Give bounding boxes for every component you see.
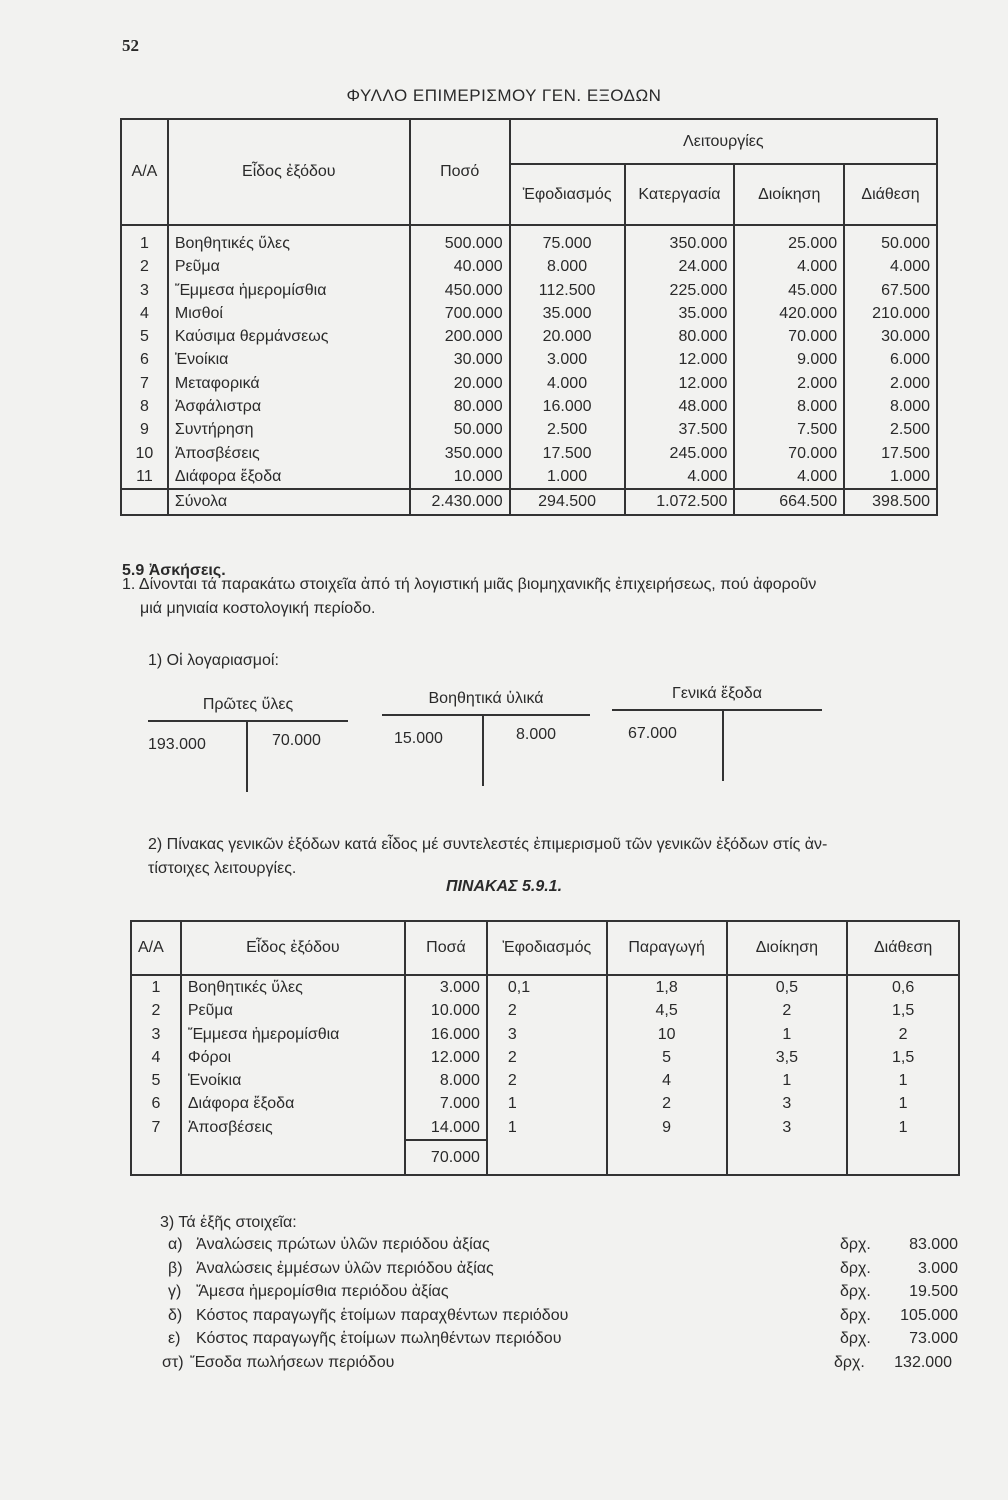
row-number: 2 <box>121 255 168 278</box>
account-debit: 193.000 <box>148 736 206 753</box>
administration: 1 <box>727 1069 848 1092</box>
distribution: 0,6 <box>847 975 959 999</box>
administration: 4.000 <box>734 465 844 489</box>
expense-kind: Ἀσφάλιστρα <box>168 395 410 418</box>
row-number: 7 <box>121 372 168 395</box>
fact-item <box>162 1354 952 1378</box>
account-debit: 67.000 <box>628 725 677 742</box>
distribution: 6.000 <box>844 348 937 371</box>
distribution: 17.500 <box>844 442 937 465</box>
total-amount: 70.000 <box>405 1140 487 1175</box>
expense-kind: Ἐνοίκια <box>168 348 410 371</box>
account-divider <box>482 714 484 786</box>
expense-kind: Διάφορα ἔξοδα <box>168 465 410 489</box>
amount: 30.000 <box>410 348 510 371</box>
distribution: 4.000 <box>844 255 937 278</box>
header-processing: Κατεργασία <box>625 164 735 225</box>
table-row <box>121 465 937 489</box>
supply: 20.000 <box>510 325 625 348</box>
facts-label: 3) Τά ἑξῆς στοιχεῖα: <box>160 1214 297 1231</box>
supply: 8.000 <box>510 255 625 278</box>
fact-item <box>168 1330 958 1354</box>
fact-amount <box>840 1307 958 1325</box>
fact-amount <box>840 1330 958 1348</box>
table-row <box>121 418 937 441</box>
header-functions: Λειτουργίες <box>510 119 937 164</box>
account-name: Βοηθητικά ὑλικά <box>428 690 544 707</box>
supply: 16.000 <box>510 395 625 418</box>
distribution: 50.000 <box>844 225 937 255</box>
expense-kind: Μεταφορικά <box>168 372 410 395</box>
table-caption: ΠΙΝΑΚΑΣ 5.9.1. <box>445 878 563 895</box>
expense-kind: Βοηθητικές ὕλες <box>181 975 405 999</box>
account-credit: 8.000 <box>516 726 557 743</box>
header-administration: Διοίκηση <box>734 164 844 225</box>
expense-kind: Ρεῦμα <box>181 999 405 1022</box>
amount: 12.000 <box>405 1046 487 1069</box>
header-aa: Α/Α <box>131 921 181 975</box>
header-distribution: Διάθεση <box>847 921 959 975</box>
totals-label: Σύνολα <box>168 489 410 514</box>
header-amount: Ποσά <box>405 921 487 975</box>
amount: 7.000 <box>405 1092 487 1115</box>
administration: 8.000 <box>734 395 844 418</box>
header-production: Παραγωγή <box>607 921 727 975</box>
distribution: 2.500 <box>844 418 937 441</box>
row-number: 5 <box>131 1069 181 1092</box>
supply: 3 <box>487 1023 607 1046</box>
account-name: Γενικά ἔξοδα <box>672 685 762 702</box>
totals-processing: 1.072.500 <box>625 489 735 514</box>
fact-label <box>168 1236 490 1254</box>
processing: 35.000 <box>625 302 735 325</box>
supply: 17.500 <box>510 442 625 465</box>
amount: 500.000 <box>410 225 510 255</box>
table-intro-2: τίστοιχες λειτουργίες. <box>148 860 297 877</box>
supply: 2.500 <box>510 418 625 441</box>
administration: 2 <box>727 999 848 1022</box>
exercise-text-2: μιά μηνιαία κοστολογική περίοδο. <box>140 600 376 617</box>
table-row <box>121 302 937 325</box>
supply: 0,1 <box>487 975 607 999</box>
processing: 37.500 <box>625 418 735 441</box>
header-kind: Εἶδος ἐξόδου <box>168 119 410 225</box>
row-number: 6 <box>131 1092 181 1115</box>
row-number: 3 <box>121 279 168 302</box>
account-rule <box>612 709 822 711</box>
row-number: 1 <box>131 975 181 999</box>
processing: 225.000 <box>625 279 735 302</box>
expense-kind: Ρεῦμα <box>168 255 410 278</box>
fact-value: 83.000 <box>909 1236 958 1253</box>
distribution: 1 <box>847 1116 959 1140</box>
table-row <box>121 372 937 395</box>
header-amount: Ποσό <box>410 119 510 225</box>
fact-item <box>168 1260 958 1284</box>
administration: 3,5 <box>727 1046 848 1069</box>
row-number: 8 <box>121 395 168 418</box>
totals-row <box>121 489 937 514</box>
supply: 1 <box>487 1116 607 1140</box>
production: 1,8 <box>607 975 727 999</box>
administration: 3 <box>727 1092 848 1115</box>
row-number: 4 <box>121 302 168 325</box>
page-number: 52 <box>122 36 139 55</box>
total-row <box>131 1140 959 1175</box>
fact-currency: δρχ. <box>840 1236 871 1253</box>
fact-currency: δρχ. <box>834 1353 865 1371</box>
amount: 8.000 <box>405 1069 487 1092</box>
expense-kind: Ἀποσβέσεις <box>168 442 410 465</box>
processing: 48.000 <box>625 395 735 418</box>
row-number: 9 <box>121 418 168 441</box>
administration: 25.000 <box>734 225 844 255</box>
supply: 1.000 <box>510 465 625 489</box>
totals-supply: 294.500 <box>510 489 625 514</box>
account-divider <box>246 720 248 792</box>
fact-amount <box>840 1236 958 1254</box>
amount: 50.000 <box>410 418 510 441</box>
administration: 420.000 <box>734 302 844 325</box>
production: 4 <box>607 1069 727 1092</box>
administration: 70.000 <box>734 442 844 465</box>
fact-label <box>168 1307 568 1325</box>
table-row <box>121 225 937 255</box>
fact-value: 73.000 <box>909 1330 958 1347</box>
distribution: 30.000 <box>844 325 937 348</box>
fact-text: Ἄμεσα ἡμερομίσθια περιόδου ἀξίας <box>196 1283 449 1300</box>
account-rule <box>148 720 348 722</box>
fact-currency: δρχ. <box>840 1306 871 1324</box>
production: 2 <box>607 1092 727 1115</box>
row-number: 5 <box>121 325 168 348</box>
fact-currency: δρχ. <box>840 1259 871 1277</box>
row-number: 7 <box>131 1116 181 1140</box>
fact-amount <box>840 1283 958 1301</box>
t-account-raw-materials <box>148 696 348 796</box>
amount: 200.000 <box>410 325 510 348</box>
supply: 35.000 <box>510 302 625 325</box>
table-row <box>131 975 959 999</box>
processing: 350.000 <box>625 225 735 255</box>
header-aa: Α/Α <box>121 119 168 225</box>
fact-item <box>168 1236 958 1260</box>
processing: 245.000 <box>625 442 735 465</box>
distribution: 1.000 <box>844 465 937 489</box>
fact-value: 132.000 <box>894 1353 952 1371</box>
amount: 16.000 <box>405 1023 487 1046</box>
row-number: 6 <box>121 348 168 371</box>
amount: 10.000 <box>410 465 510 489</box>
fact-item <box>168 1307 958 1331</box>
fact-value: 105.000 <box>900 1306 958 1324</box>
account-divider <box>722 709 724 781</box>
expense-allocation-table <box>120 118 938 516</box>
fact-letter: β) <box>168 1259 183 1277</box>
expense-kind: Φόροι <box>181 1046 405 1069</box>
amount: 350.000 <box>410 442 510 465</box>
production: 10 <box>607 1023 727 1046</box>
administration: 4.000 <box>734 255 844 278</box>
table-row <box>121 348 937 371</box>
fact-value: 19.500 <box>909 1283 958 1300</box>
t-account-general-expenses <box>612 685 822 785</box>
administration: 0,5 <box>727 975 848 999</box>
table-row <box>131 1069 959 1092</box>
administration: 70.000 <box>734 325 844 348</box>
supply: 2 <box>487 999 607 1022</box>
fact-letter: δ) <box>168 1306 183 1324</box>
account-name: Πρῶτες ὕλες <box>202 696 294 713</box>
expense-kind: Καύσιμα θερμάνσεως <box>168 325 410 348</box>
row-number: 10 <box>121 442 168 465</box>
fact-text: Ἀναλώσεις πρώτων ὑλῶν περιόδου ἀξίας <box>196 1236 490 1253</box>
distribution: 1 <box>847 1092 959 1115</box>
table-row <box>121 255 937 278</box>
table-row <box>131 999 959 1022</box>
administration: 9.000 <box>734 348 844 371</box>
table-row <box>121 442 937 465</box>
account-debit: 15.000 <box>394 730 443 747</box>
processing: 24.000 <box>625 255 735 278</box>
header-kind: Εἶδος ἐξόδου <box>181 921 405 975</box>
header-supply: Ἐφοδιασμός <box>510 164 625 225</box>
fact-label <box>168 1330 561 1348</box>
expense-kind: Ἐνοίκια <box>181 1069 405 1092</box>
processing: 12.000 <box>625 348 735 371</box>
expense-kind: Βοηθητικές ὕλες <box>168 225 410 255</box>
section-heading: 5.9 Ἀσκήσεις. <box>122 562 226 579</box>
expense-kind: Ἔμμεσα ἡμερομίσθια <box>181 1023 405 1046</box>
amount: 3.000 <box>405 975 487 999</box>
supply: 4.000 <box>510 372 625 395</box>
table-row <box>121 325 937 348</box>
totals-administration: 664.500 <box>734 489 844 514</box>
amount: 450.000 <box>410 279 510 302</box>
fact-currency: δρχ. <box>840 1283 871 1300</box>
fact-amount <box>840 1260 958 1278</box>
fact-currency: δρχ. <box>840 1330 871 1347</box>
supply: 2 <box>487 1046 607 1069</box>
fact-letter: α) <box>168 1236 183 1253</box>
fact-label <box>162 1354 394 1372</box>
fact-text: Κόστος παραγωγῆς ἑτοίμων παραχθέντων περιόδου <box>196 1306 569 1324</box>
table-row <box>131 1023 959 1046</box>
distribution: 1,5 <box>847 999 959 1022</box>
administration: 7.500 <box>734 418 844 441</box>
fact-value: 3.000 <box>917 1259 958 1277</box>
allocation-coefficients-table <box>130 920 960 1176</box>
amount: 80.000 <box>410 395 510 418</box>
production: 4,5 <box>607 999 727 1022</box>
processing: 12.000 <box>625 372 735 395</box>
distribution: 8.000 <box>844 395 937 418</box>
expense-kind: Ἀποσβέσεις <box>181 1116 405 1140</box>
fact-letter: ε) <box>168 1330 181 1347</box>
fact-letter: στ) <box>162 1353 184 1371</box>
exercise-text-1: 1. Δίνονται τά παρακάτω στοιχεῖα ἀπό τή λογιστική μιᾶς βιομηχανικῆς ἐπιχειρήσεως, πού ἀφοροῦν <box>122 576 817 593</box>
fact-text: Ἀναλώσεις ἐμμέσων ὑλῶν περιόδου ἀξίας <box>196 1259 494 1277</box>
production: 9 <box>607 1116 727 1140</box>
distribution: 2 <box>847 1023 959 1046</box>
processing: 4.000 <box>625 465 735 489</box>
administration: 1 <box>727 1023 848 1046</box>
table-row <box>131 1046 959 1069</box>
expense-kind: Μισθοί <box>168 302 410 325</box>
production: 5 <box>607 1046 727 1069</box>
distribution: 67.500 <box>844 279 937 302</box>
amount: 20.000 <box>410 372 510 395</box>
expense-kind: Συντήρηση <box>168 418 410 441</box>
t-account-auxiliary-materials <box>382 690 590 790</box>
header-distribution: Διάθεση <box>844 164 937 225</box>
row-number: 11 <box>121 465 168 489</box>
row-number: 4 <box>131 1046 181 1069</box>
administration: 45.000 <box>734 279 844 302</box>
accounts-label: 1) Οἱ λογαριασμοί: <box>148 652 279 669</box>
distribution: 1 <box>847 1069 959 1092</box>
supply: 2 <box>487 1069 607 1092</box>
distribution: 210.000 <box>844 302 937 325</box>
table-row <box>121 279 937 302</box>
supply: 112.500 <box>510 279 625 302</box>
administration: 2.000 <box>734 372 844 395</box>
amount: 700.000 <box>410 302 510 325</box>
fact-text: Ἔσοδα πωλήσεων περιόδου <box>190 1353 395 1371</box>
administration: 3 <box>727 1116 848 1140</box>
row-number: 1 <box>121 225 168 255</box>
supply: 75.000 <box>510 225 625 255</box>
fact-label <box>168 1283 449 1301</box>
distribution: 2.000 <box>844 372 937 395</box>
fact-amount <box>834 1354 952 1372</box>
row-number: 2 <box>131 999 181 1022</box>
fact-item <box>168 1283 958 1307</box>
row-number: 3 <box>131 1023 181 1046</box>
amount: 10.000 <box>405 999 487 1022</box>
expense-kind: Ἔμμεσα ἡμερομίσθια <box>168 279 410 302</box>
distribution: 1,5 <box>847 1046 959 1069</box>
totals-distribution: 398.500 <box>844 489 937 514</box>
expense-kind: Διάφορα ἔξοδα <box>181 1092 405 1115</box>
supply: 3.000 <box>510 348 625 371</box>
processing: 80.000 <box>625 325 735 348</box>
header-administration: Διοίκηση <box>727 921 848 975</box>
table-intro-1: 2) Πίνακας γενικῶν ἐξόδων κατά εἶδος μέ συντελεστές ἐπιμερισμοῦ τῶν γενικῶν ἐξόδων στίς ἀν- <box>148 836 828 853</box>
table-row <box>121 395 937 418</box>
fact-letter: γ) <box>168 1283 182 1300</box>
table-row <box>131 1092 959 1115</box>
supply: 1 <box>487 1092 607 1115</box>
amount: 14.000 <box>405 1116 487 1140</box>
account-rule <box>382 714 590 716</box>
amount: 40.000 <box>410 255 510 278</box>
table-row <box>131 1116 959 1140</box>
fact-label <box>168 1260 494 1278</box>
account-credit: 70.000 <box>272 732 321 749</box>
header-supply: Ἐφοδιασμός <box>487 921 607 975</box>
fact-text: Κόστος παραγωγῆς ἑτοίμων πωληθέντων περιόδου <box>196 1330 562 1347</box>
table1-title: ΦΥΛΛΟ ΕΠΙΜΕΡΙΣΜΟΥ ΓΕΝ. ΕΞΟΔΩΝ <box>346 86 662 105</box>
totals-amount: 2.430.000 <box>410 489 510 514</box>
